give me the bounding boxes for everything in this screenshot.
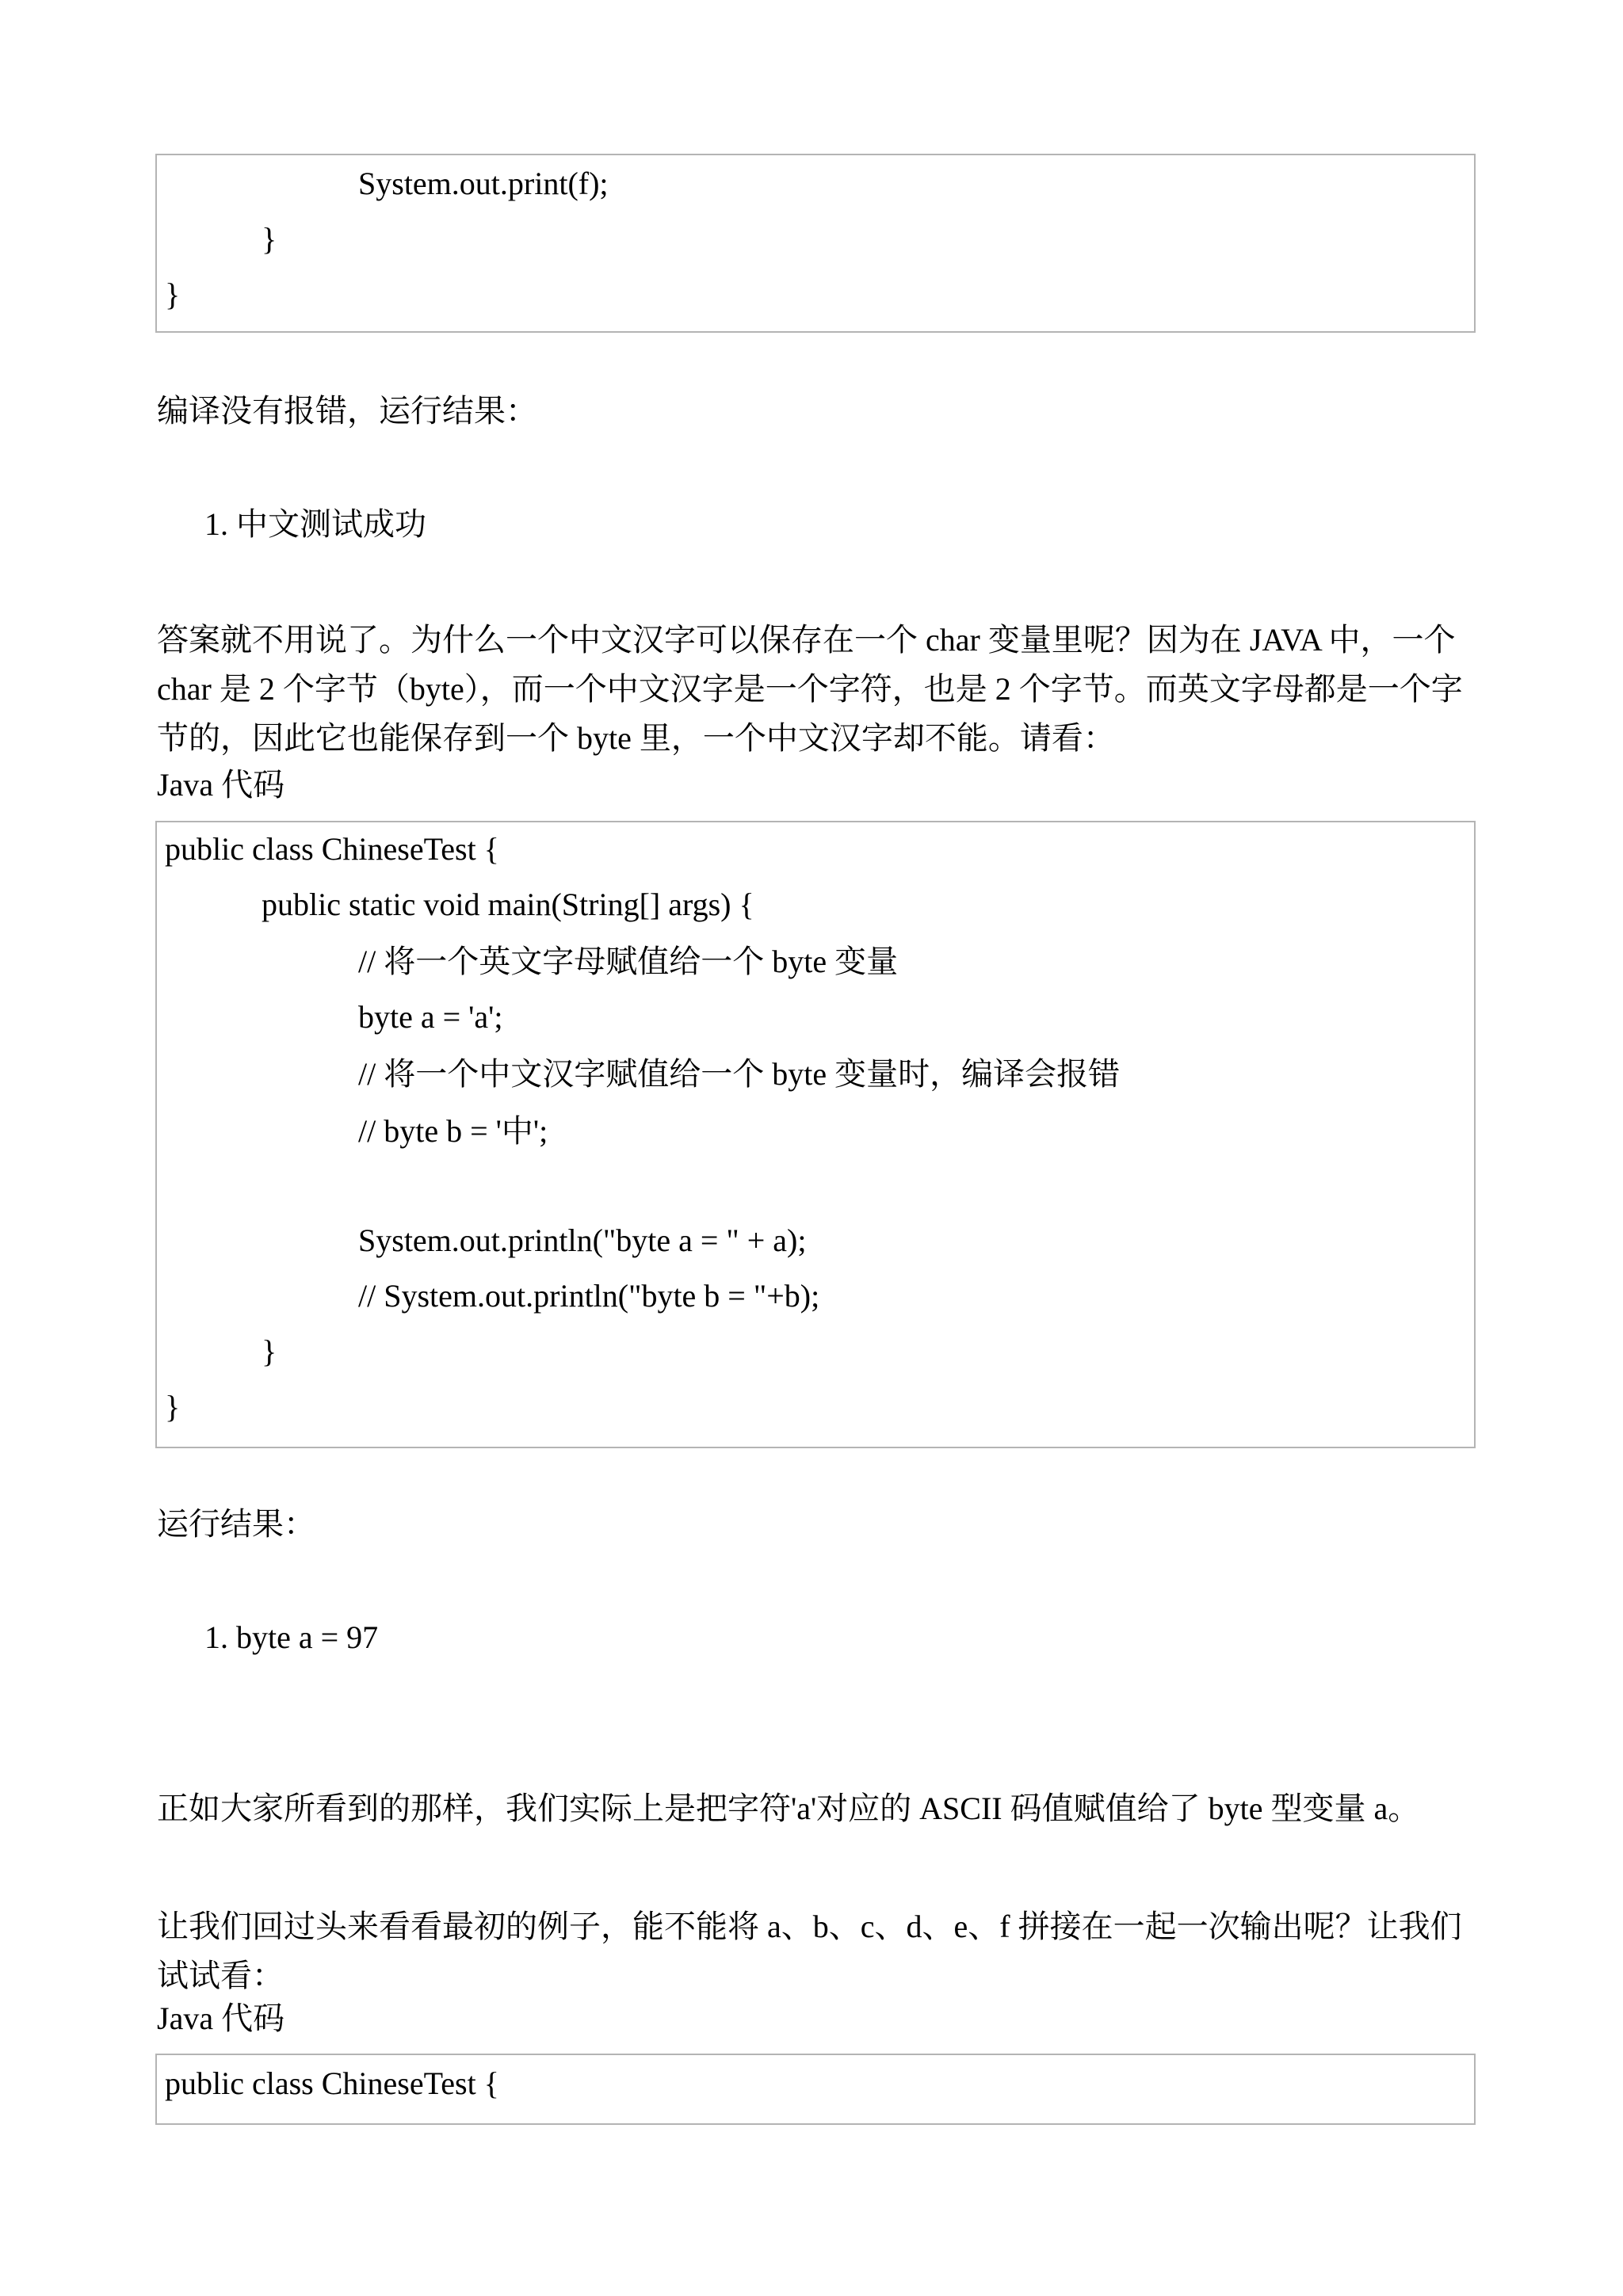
code-block-3	[155, 2054, 1476, 2125]
code-line: }	[165, 277, 181, 312]
paragraph-explanation: 答案就不用说了。为什么一个中文汉字可以保存在一个 char 变量里呢？因为在 JAVA 中，一个 char 是 2 个字节（byte），而一个中文汉字是一个字符，也是 2 个字节。而英文字母都是一个字节的，因此它也能保存到一个 byte 里，一个中文汉字却不能。请看：	[157, 622, 1464, 756]
code-comment: // 将一个英文字母赋值给一个 byte 变量	[358, 944, 899, 979]
paragraph-compile-result: 编译没有报错，运行结果：	[157, 393, 537, 429]
code-line: }	[262, 1333, 277, 1369]
code-comment: // byte b = '中';	[358, 1113, 548, 1149]
code-line: byte a = 'a';	[358, 999, 503, 1035]
code-line: System.out.print(f);	[358, 166, 609, 201]
code-comment: // 将一个中文汉字赋值给一个 byte 变量时，编译会报错	[358, 1056, 1121, 1092]
code-line: public static void main(String[] args) {	[262, 887, 754, 922]
code-line: public class ChineseTest {	[165, 2065, 499, 2101]
code-label: Java 代码	[157, 767, 285, 803]
paragraph-run-result: 运行结果：	[157, 1506, 315, 1542]
code-comment: // System.out.println("byte b = "+b);	[358, 1278, 820, 1314]
code-line: System.out.println("byte a = " + a);	[358, 1222, 807, 1258]
result-list-item: 1. byte a = 97	[204, 1619, 379, 1655]
code-line: }	[165, 1389, 181, 1425]
code-block-2	[155, 821, 1476, 1448]
code-line: }	[262, 221, 277, 257]
code-block-1	[155, 154, 1476, 333]
paragraph-concat: 让我们回过头来看看最初的例子，能不能将 a、b、c、d、e、f 拼接在一起一次输出呢？让我们试试看：	[157, 1909, 1462, 1993]
paragraph-ascii: 正如大家所看到的那样，我们实际上是把字符'a'对应的 ASCII 码值赋值给了 byte 型变量 a。	[157, 1791, 1420, 1826]
result-list-item: 1. 中文测试成功	[204, 506, 426, 542]
code-line: public class ChineseTest {	[165, 831, 499, 867]
code-label: Java 代码	[157, 2000, 285, 2036]
